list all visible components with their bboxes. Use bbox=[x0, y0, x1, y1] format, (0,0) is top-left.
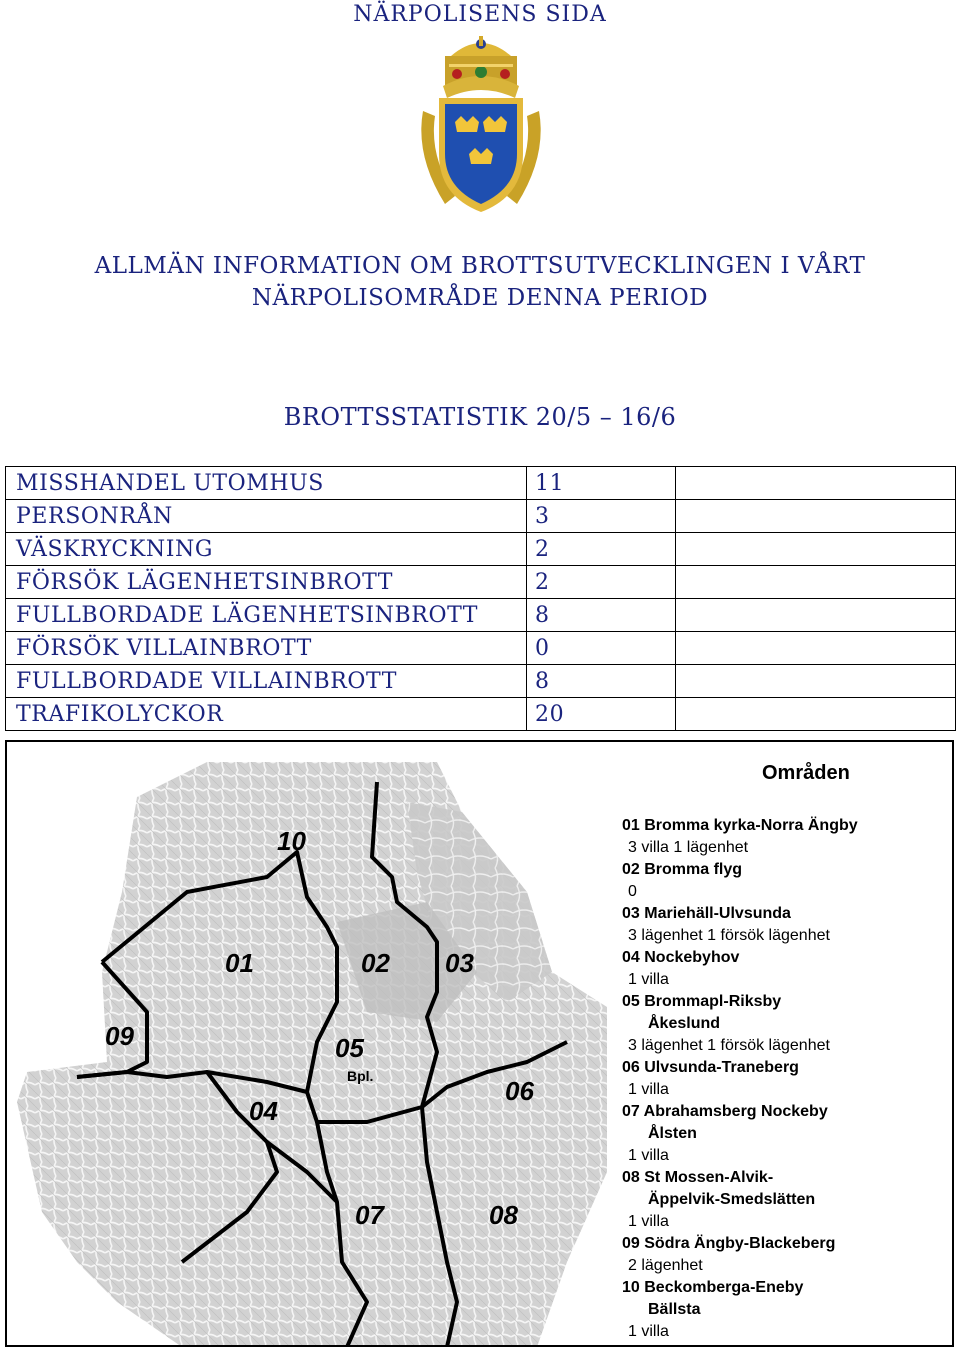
table-cell bbox=[676, 566, 956, 599]
table-cell bbox=[676, 467, 956, 500]
area-name: 07 Abrahamsberg Nockeby Ålsten bbox=[622, 1103, 828, 1142]
area-name: 03 Mariehäll-Ulvsunda bbox=[622, 905, 791, 922]
crime-stats-table bbox=[5, 466, 956, 731]
legend-list bbox=[622, 815, 952, 1343]
table-row bbox=[6, 599, 956, 632]
stat-value: 3 bbox=[527, 500, 676, 533]
police-crest-logo bbox=[415, 36, 547, 214]
zone-label-01: 01 bbox=[225, 948, 254, 978]
area-detail: 1 villa bbox=[628, 1081, 669, 1098]
area-name: 09 Södra Ängby-Blackeberg bbox=[622, 1235, 836, 1252]
list-item bbox=[622, 859, 952, 903]
stat-value: 2 bbox=[527, 566, 676, 599]
map-land bbox=[17, 762, 607, 1347]
area-detail: 1 villa bbox=[628, 1213, 669, 1230]
stat-label: FÖRSÖK LÄGENHETSINBROTT bbox=[6, 566, 527, 599]
area-name: 02 Bromma flyg bbox=[622, 861, 743, 878]
list-item bbox=[622, 1057, 952, 1101]
zone-label-06: 06 bbox=[505, 1076, 534, 1106]
table-row bbox=[6, 500, 956, 533]
stat-label: FÖRSÖK VILLAINBROTT bbox=[6, 632, 527, 665]
area-detail: 3 lägenhet 1 försök lägenhet bbox=[628, 927, 830, 944]
area-name: 01 Bromma kyrka-Norra Ängby bbox=[622, 817, 858, 834]
area-name: 10 Beckomberga-Eneby Bällsta bbox=[622, 1279, 804, 1318]
stat-label: FULLBORDADE LÄGENHETSINBROTT bbox=[6, 599, 527, 632]
stat-value: 11 bbox=[527, 467, 676, 500]
stat-label: MISSHANDEL UTOMHUS bbox=[6, 467, 527, 500]
area-detail: 3 villa 1 lägenhet bbox=[628, 839, 749, 856]
zone-label-02: 02 bbox=[361, 948, 390, 978]
stat-label: TRAFIKOLYCKOR bbox=[6, 698, 527, 731]
stat-value: 20 bbox=[527, 698, 676, 731]
zone-label-08: 08 bbox=[489, 1200, 518, 1230]
areas-legend bbox=[622, 742, 952, 1347]
area-detail: 3 lägenhet 1 försök lägenhet bbox=[628, 1037, 830, 1054]
list-item bbox=[622, 991, 952, 1057]
area-name: 04 Nockebyhov bbox=[622, 949, 740, 966]
area-detail: 1 villa bbox=[628, 1147, 669, 1164]
zone-label-03: 03 bbox=[445, 948, 474, 978]
stat-value: 8 bbox=[527, 599, 676, 632]
list-item bbox=[622, 1277, 952, 1343]
zone-label-09: 09 bbox=[105, 1021, 134, 1051]
table-cell bbox=[676, 665, 956, 698]
area-name: 08 St Mossen-Alvik- Äppelvik-Smedslätten bbox=[622, 1169, 816, 1208]
list-item bbox=[622, 903, 952, 947]
table-row bbox=[6, 698, 956, 731]
stats-heading: BROTTSSTATISTIK 20/5 – 16/6 bbox=[283, 403, 677, 431]
list-item bbox=[622, 947, 952, 991]
table-cell bbox=[676, 599, 956, 632]
table-row bbox=[6, 467, 956, 500]
area-name: 06 Ulvsunda-Traneberg bbox=[622, 1059, 799, 1076]
page-header: NÄRPOLISENS SIDA bbox=[353, 2, 607, 27]
area-detail: 1 villa bbox=[628, 971, 669, 988]
area-map bbox=[7, 742, 617, 1347]
stat-value: 8 bbox=[527, 665, 676, 698]
list-item bbox=[622, 815, 952, 859]
table-row bbox=[6, 632, 956, 665]
table-cell bbox=[676, 698, 956, 731]
table-row bbox=[6, 533, 956, 566]
info-heading-line1: ALLMÄN INFORMATION OM BROTTSUTVECKLINGEN I VÅRT bbox=[94, 253, 866, 279]
bromma-plan-label: Bpl. bbox=[347, 1068, 374, 1084]
crown-icon bbox=[443, 36, 519, 98]
table-row bbox=[6, 566, 956, 599]
stat-value: 2 bbox=[527, 533, 676, 566]
stat-label: PERSONRÅN bbox=[6, 500, 527, 533]
table-cell bbox=[676, 632, 956, 665]
zone-label-04: 04 bbox=[249, 1096, 278, 1126]
info-heading-line2: NÄRPOLISOMRÅDE DENNA PERIOD bbox=[251, 285, 709, 311]
table-row bbox=[6, 665, 956, 698]
legend-title: Områden bbox=[762, 762, 850, 784]
zone-label-05: 05 bbox=[335, 1033, 364, 1063]
list-item bbox=[622, 1167, 952, 1233]
area-map-box bbox=[5, 740, 954, 1347]
area-name: 05 Brommapl-Riksby Åkeslund bbox=[622, 993, 782, 1032]
stat-label: VÄSKRYCKNING bbox=[6, 533, 527, 566]
table-cell bbox=[676, 533, 956, 566]
area-detail: 0 bbox=[628, 883, 637, 900]
stat-value: 0 bbox=[527, 632, 676, 665]
list-item bbox=[622, 1101, 952, 1167]
zone-label-07: 07 bbox=[355, 1200, 384, 1230]
table-cell bbox=[676, 500, 956, 533]
stat-label: FULLBORDADE VILLAINBROTT bbox=[6, 665, 527, 698]
area-detail: 1 villa bbox=[628, 1323, 669, 1340]
area-detail: 2 lägenhet bbox=[628, 1257, 703, 1274]
list-item bbox=[622, 1233, 952, 1277]
zone-label-10: 10 bbox=[277, 826, 306, 856]
